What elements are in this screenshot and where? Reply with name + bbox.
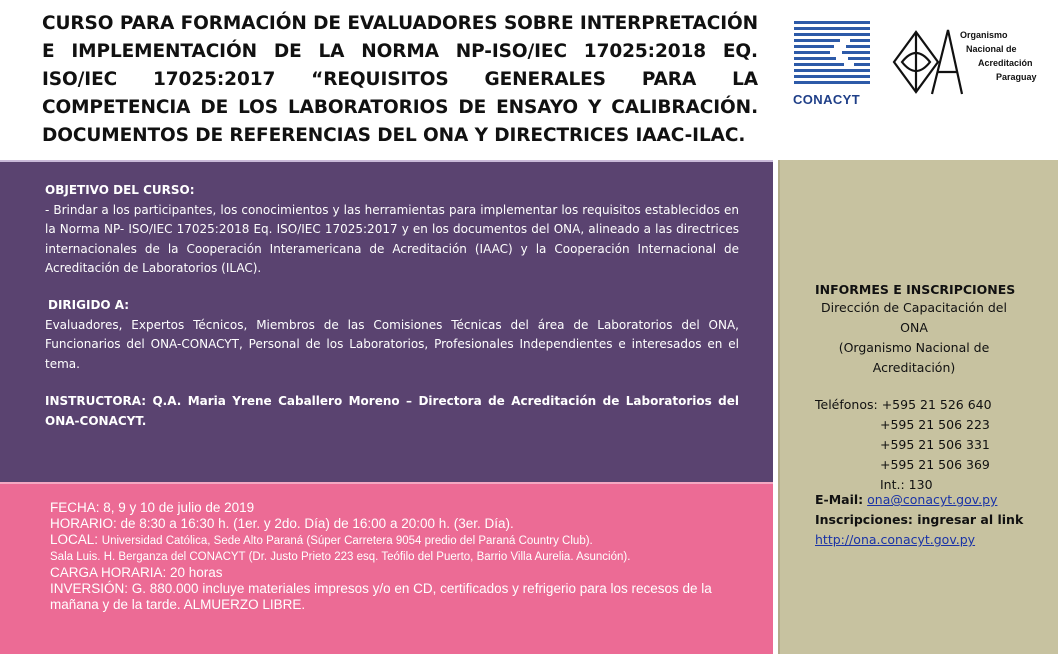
ona-logo <box>888 22 968 100</box>
objective-text: - Brindar a los participantes, los conocimientos y las herramientas para implementar los requisitos establecidos en la Norma NP- ISO/IEC 17025:2018 Eq. ISO/IEC 17025:2017 y en los documentos del ONA, alineado a las directrices internacionales de la Cooperación Interamericana de Acreditación (IAAC) y la Cooperación Internacional de Acreditación de Laboratorios (ILAC). <box>45 202 739 275</box>
objective-section <box>45 181 739 279</box>
dept-line: Dirección de Capacitación del <box>821 300 1007 315</box>
audience-heading: DIRIGIDO A: <box>48 298 130 312</box>
ona-logo-line: Paraguay <box>996 72 1037 82</box>
hours-line: CARGA HORARIA: 20 horas <box>50 565 223 580</box>
phone-number: +595 21 526 640 <box>881 397 992 412</box>
phone-number: +595 21 506 369 <box>880 457 990 472</box>
ona-logo-line: Nacional de <box>966 44 1017 54</box>
course-title: CURSO PARA FORMACIÓN DE EVALUADORES SOBRE INTERPRETACIÓN E IMPLEMENTACIÓN DE LA NORMA NP-ISO/IEC 17025:2018 EQ. ISO/IEC 17025:2017 “REQUISITOS GENERALES PARA LA COMPETENCIA DE LOS LABORATORIOS DE ENSAYO Y CALIBRACIÓN. DOCUMENTOS DE REFERENCIAS DEL ONA Y DIRECTRICES IAAC-ILAC. <box>42 13 758 146</box>
phones-label: Teléfonos: <box>815 397 878 412</box>
dept-line: (Organismo Nacional de <box>838 340 990 355</box>
ona-logo-line: Acreditación <box>978 58 1033 68</box>
conacyt-logo-text: CONACYT <box>793 92 861 107</box>
location-secondary: Sala Luis. H. Berganza del CONACYT (Dr. Justo Prieto 223 esq. Teófilo del Puerto, Barrio Villa Aurelia. Asunción). <box>50 551 631 563</box>
investment-line: INVERSIÓN: G. 880.000 incluye materiales impresos y/o en CD, certificados y refrigerio para los recesos de la mañana y de la tarde. ALMUERZO LIBRE. <box>50 581 712 612</box>
ona-logo-line: Organismo <box>960 30 1008 40</box>
contact-heading: INFORMES E INSCRIPCIONES <box>815 282 1016 297</box>
signup-label: Inscripciones: ingresar al link <box>815 512 1024 527</box>
location-label: LOCAL: <box>50 532 99 547</box>
location-line <box>50 532 750 549</box>
email-link[interactable]: ona@conacyt.gov.py <box>867 492 998 507</box>
dept-line: ONA <box>900 320 928 335</box>
phone-number: +595 21 506 223 <box>880 417 990 432</box>
signup-block <box>815 530 975 550</box>
phone-number: +595 21 506 331 <box>880 437 990 452</box>
objective-heading: OBJETIVO DEL CURSO: <box>45 183 195 197</box>
audience-text: Evaluadores, Expertos Técnicos, Miembros de las Comisiones Técnicas del área de Laboratorios del ONA, Funcionarios del ONA-CONACYT, Personal de los Laboratorios, Profesionales Independientes e interesados en el tema. <box>45 317 739 371</box>
contact-department <box>800 298 1028 378</box>
phones-block <box>815 395 992 495</box>
email-block <box>815 490 997 510</box>
phone-extension: Int.: 130 <box>880 477 933 492</box>
course-details <box>50 500 750 613</box>
dept-line: Acreditación) <box>872 360 956 375</box>
instructor-text: INSTRUCTORA: Q.A. Maria Yrene Caballero Moreno – Directora de Acreditación de Laboratorios del ONA-CONACYT. <box>45 394 739 428</box>
date-line: FECHA: 8, 9 y 10 de julio de 2019 <box>50 500 255 515</box>
audience-section <box>45 296 739 374</box>
schedule-line: HORARIO: de 8:30 a 16:30 h. (1er. y 2do. Día) de 16:00 a 20:00 h. (3er. Día). <box>50 516 514 531</box>
location-primary: Universidad Católica, Sede Alto Paraná (Súper Carretera 9054 predio del Paraná Country Club). <box>101 535 593 547</box>
ona-logo-text <box>960 28 1050 84</box>
signup-link[interactable]: http://ona.conacyt.gov.py <box>815 532 976 547</box>
email-label: E-Mail: <box>815 492 864 507</box>
